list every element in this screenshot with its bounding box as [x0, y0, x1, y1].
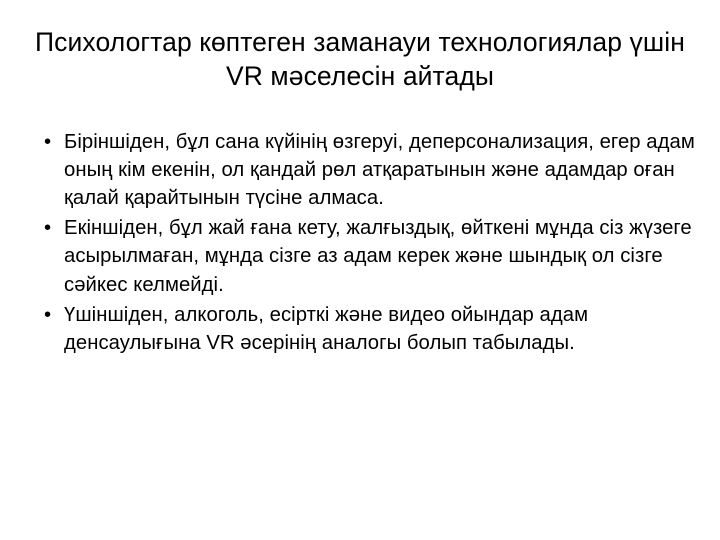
bullet-icon: • — [44, 217, 52, 240]
list-item-text: Үшіншіден, алкоголь, есірткі және видео ойындар адам денсаулығына VR әсерінің аналогы болып табылады. — [64, 303, 589, 354]
list-item — [28, 128, 696, 212]
list-item — [28, 301, 696, 357]
bullet-icon: • — [44, 303, 52, 326]
list-item-text: Екіншіден, бұл жай ғана кету, жалғыздық, өйткені мұнда сіз жүзеге асырылмаған, мұнда сізге аз адам керек және шындық ол сізге сәйкес келмейді. — [64, 217, 692, 296]
list-item — [28, 214, 696, 298]
page-title: Психологтар көптеген заманауи технологиялар үшін VR мәселесін айтады — [35, 27, 685, 91]
bullet-icon: • — [44, 131, 52, 153]
bullet-list — [28, 128, 696, 357]
slide-body — [28, 128, 696, 359]
list-item-text: Біріншіден, бұл сана күйінің өзгеруі, деперсонализация, егер адам оның кім екенін, ол қандай рөл атқаратынын және адамдар оған қалай қарайтынын түсіне алмаса. — [64, 131, 695, 210]
